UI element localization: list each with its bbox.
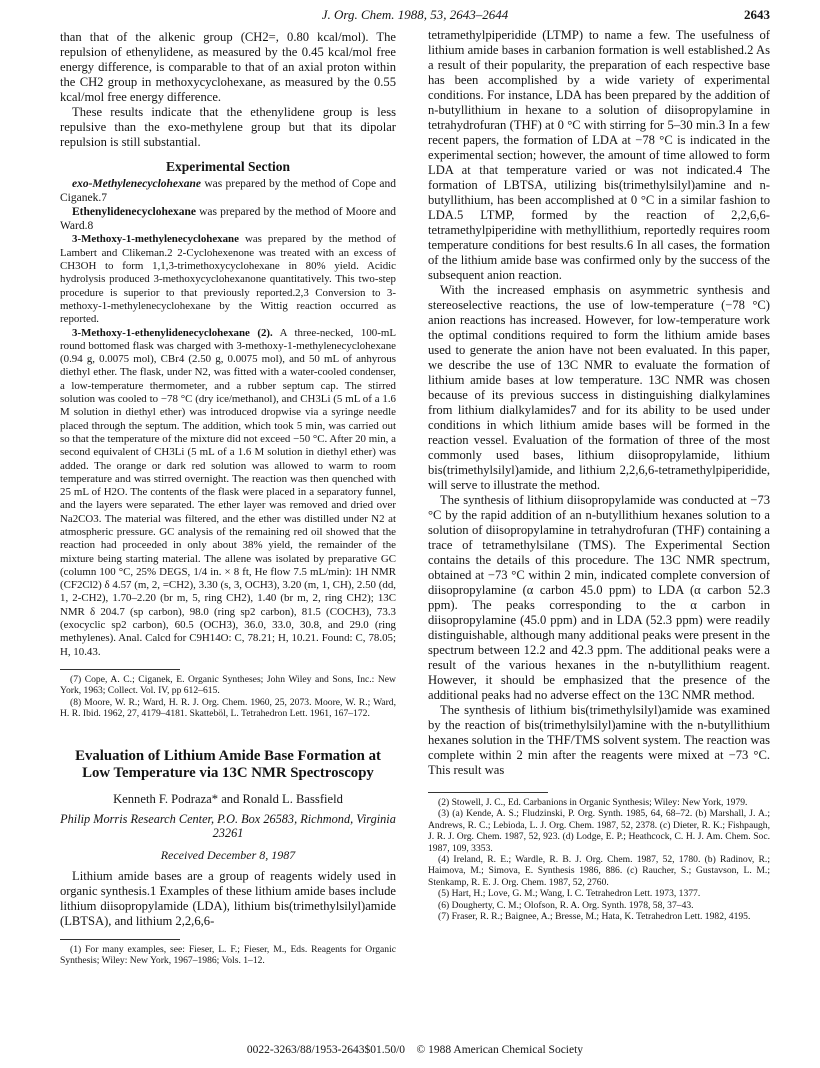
right-column (428, 28, 770, 922)
body-paragraph: The synthesis of lithium diisopropylamide was conducted at −73 °C by the rapid addition of an n-butyllithium hexanes solution to a solution of diisopropylamine in tetrahydrofuran (THF) containing a trace of tetramethylsilane (TMS). The Experimental Section contains the details of this procedure. The 13C NMR spectrum, obtained at −73 °C within 2 min, indicated complete conversion of diisopropylamine (α carbon 45.0 ppm) to LDA (α carbon 52.3 ppm). The peaks corresponding to the α carbon in diisopropylamine (45.0 ppm) and in LDA (52.3 ppm) were readily distinguishable, although many additional peaks were present in the spectrum between 12.2 and 42.3 ppm. The additional peaks were a result of the various hexanes in the n-butyllithium reagent. However, it should be emphasized that the presence of the additional peaks had no adverse effect on the 13C NMR method. (428, 493, 770, 702)
experimental-paragraph (60, 205, 396, 233)
compound-heading: 3-Methoxy-1-methylenecyclohexane (72, 233, 239, 246)
issn-code: 0022-3263/88/1953-2643$01.50/0 (246, 1044, 406, 1056)
authors: Kenneth F. Podraza* and Ronald L. Bassfield (113, 791, 343, 806)
compound-heading: exo-Methylenecyclohexane (72, 178, 202, 191)
volume-info: 1988, 53, 2643–2644 (397, 7, 509, 22)
footnote: (6) Dougherty, C. M.; Olofson, R. A. Org. Synth. 1978, 58, 37–43. (438, 899, 694, 911)
running-head (60, 7, 770, 23)
experimental-paragraph (60, 233, 396, 326)
experimental-text: A three-necked, 100-mL round bottomed flask was charged with 3-methoxy-1-methylenecyclohexane (0.94 g, 0.0075 mol), CBr4 (2.50 g, 0.0075 mol), and 50 mL of anhyrous diethyl ether. The flask, under N2, was fitted with a water-cooled condenser, a low-temperature thermometer, and a rubber septum cap. The stirred solution was cooled to −78 °C (dry ice/methanol), and CH3Li (5 mL of a 1.6 M solution in diethyl ether) was introduced dropwise via a syringe needle placed through the septum. The addition, which took 5 min, was carried out so that the temperature of the mixture did not exceed −50 °C. After 20 min, a second equivalent of CH3Li (5 mL of a 1.6 M solution in diethyl ether) was added. The orange or dark red solution was allowed to warm to room temperature and was stirred overnight. The reaction was then quenched with 25 mL of H2O. The contents of the flask were placed in a separatory funnel, and the layers were separated. The ether layer was removed and dried over Na2CO3. The material was filtered, and the ether was distilled under N2 at atmospheric pressure. GC analysis of the remaining red oil showed that the reaction had proceeded in only about 38% yield, the remainder of the mixture being starting material. The allene was isolated by preparative GC (column 100 °C, 25% DEGS, 1/4 in. × 8 ft, He flow 7.5 mL/min): 1H NMR (CF2Cl2) δ 4.57 (m, 2, =CH2), 3.30 (s, 3, OCH3), 3.20 (m, 1, CH), 2.50 (dd, 1, 2-CH2), 1.70–2.20 (br m, 5, ring CH2), 1.40 (br m, 2, ring CH2); 13C NMR δ 204.7 (sp carbon), 98.0 (ring sp2 carbon), 81.5 (COCH3), 73.3 (exocyclic sp2 carbon), 60.5 (OCH3), 36.0, 33.0, 30.8, and 29.0 (ring methylenes). Anal. Calcd for C9H14O: C, 78.21; H, 10.21. Found: C, 78.05; H, 10.43. (60, 326, 396, 658)
journal-name: J. Org. Chem. (321, 7, 395, 22)
footnote-rule (60, 669, 180, 670)
footnote-rule (60, 939, 180, 940)
page-number: 2643 (744, 7, 770, 22)
footnote-rule (428, 792, 548, 793)
body-paragraph: These results indicate that the ethenylidene group is less repulsive than the exo-methylene group but that its dipolar repulsion is still substantial. (60, 105, 396, 149)
received-date: Received December 8, 1987 (160, 847, 296, 862)
footnote: (7) Fraser, R. R.; Baignee, A.; Bresse, M.; Hata, K. Tetrahedron Lett. 1982, 4195. (438, 911, 751, 923)
article-title: Evaluation of Lithium Amide Base Formation at Low Temperature via 13C NMR Spectroscopy (75, 747, 381, 781)
left-column (60, 30, 396, 967)
experimental-text: was prepared by the method of Cope and Ciganek.7 (60, 178, 396, 205)
experimental-text: was prepared by the method of Lambert and Clikeman.2 2-Cyclohexenone was treated with an excess of CH3OH to form 1,1,3-trimethoxycyclohexane in 80% yield. Acidic hydrolysis produced 3-methoxycyclohexanone quantitatively. This two-step procedure is superior to that previously reported.2,3 Conversion to 3-methoxy-1-methylenecyclohexane by the Wittig reaction occurred as reported. (60, 233, 396, 326)
affiliation: Philip Morris Research Center, P.O. Box 26583, Richmond, Virginia 23261 (60, 811, 396, 841)
intro-paragraph: Lithium amide bases are a group of reagents widely used in organic synthesis.1 Examples of these lithium amide bases include lithium diisopropylamide (LDA), lithium bis(trimethylsilyl)amide (LBTSA), and lithium 2,2,6,6- (60, 868, 396, 928)
copyright: © 1988 American Chemical Society (416, 1044, 584, 1056)
footnote: (1) For many examples, see: Fieser, L. F.; Fieser, M., Eds. Reagents for Organic Synthesis; Wiley: New York, 1967–1986; Vols. 1–12. (60, 943, 396, 967)
footnote: (3) (a) Kende, A. S.; Fludzinski, P. Org. Synth. 1985, 64, 68–72. (b) Marshall, J. A.; Andrews, R. C.; Lebioda, L. J. Org. Chem. 1987, 52, 2378. (c) Dieter, R. K.; Fishpaugh, J. R. J. Org. Chem. 1987, 52, 923. (d) Lodge, E. P.; Heathcock, C. H. J. Am. Chem. Soc. 1987, 109, 3353. (428, 808, 770, 854)
body-paragraph: than that of the alkenic group (CH2=, 0.80 kcal/mol). The repulsion of ethenylidene, as measured by the 0.45 kcal/mol free energy difference, is comparable to that of an axial proton within the CH2 group in methoxycyclohexane, as measured by the 0.55 kcal/mol free energy difference. (60, 30, 396, 104)
experimental-paragraph (60, 327, 396, 659)
compound-heading: 3-Methoxy-1-ethenylidenecyclohexane (2). (72, 326, 273, 339)
footnote: (7) Cope, A. C.; Ciganek, E. Organic Syntheses; John Wiley and Sons, Inc.: New York, 1963; Collect. Vol. IV, pp 612–615. (60, 673, 396, 697)
compound-heading: Ethenylidenecyclohexane (72, 206, 196, 219)
footnote: (8) Moore, W. R.; Ward, H. R. J. Org. Chem. 1960, 25, 2073. Moore, W. R.; Ward, H. R. Ibid. 1962, 27, 4179–4181. Skatteböl, L. Tetrahedron Lett. 1961, 167–172. (60, 696, 396, 720)
footnote: (4) Ireland, R. E.; Wardle, R. B. J. Org. Chem. 1987, 52, 1780. (b) Radinov, R.; Haimova, M.; Simova, E. Synthesis 1986, 886. (c) Raucher, S.; Gustavson, L. M.; Stenkamp, R. E. J. Org. Chem. 1987, 52, 2760. (428, 854, 770, 888)
footnote: (2) Stowell, J. C., Ed. Carbanions in Organic Synthesis; Wiley: New York, 1979. (438, 797, 748, 808)
body-paragraph: The synthesis of lithium bis(trimethylsilyl)amide was examined by the reaction of bis(trimethylsilyl)amine with the n-butyllithium hexanes solution in the THF/TMS solvent system. The reaction was complete within 2 min after the reagents were mixed at −73 °C. This result was (428, 703, 770, 777)
body-paragraph: tetramethylpiperidide (LTMP) to name a few. The usefulness of lithium amide bases in carbanion formation is well established.2 As a result of their popularity, the preparation of each respective base has been accomplished by a wide variety of experimental conditions. For instance, LDA has been prepared by the addition of n-butyllithium in hexane to a solution of diisopropylamine in tetrahydrofuran (THF) at 0 °C with stirring for 5–30 min.3 In a few recent papers, the formation of LDA at −78 °C is indicated in the experimental section; however, the amount of time allowed to form LDA at that temperature varied or was not indicated.4 The formation of LBTSA, utilizing bis(trimethylsilyl)amine and n-butyllithium, has been accomplished at 0 °C in a similar fashion to LDA.5 LTMP, formed by the reaction of 2,2,6,6-tetramethylpiperidine with methyllithium, reportedly requires room temperature conditions for best results.6 In all cases, the formation of the lithium amide base was confirmed only by the success of the subsequent anion reaction. (428, 28, 770, 282)
experimental-paragraph (60, 177, 396, 205)
page-footer (60, 1044, 770, 1056)
body-paragraph: With the increased emphasis on asymmetric synthesis and stereoselective reactions, the use of low-temperature (−78 °C) anion reactions has increased. However, for low-temperature work the optimal conditions required to form the lithium amide bases used to generate the anion have not been evaluated. In this paper, we describe the use of 13C NMR to evaluate the formation of lithium amide bases at low temperature. 13C NMR was chosen because of its previous success in distinguishing dialkylamines from lithium dialkylamides7 and for its ability to be used under conditions in which lithium amide bases will be formed in the reaction vessel. Evaluation of the formation of three of the most commonly used bases, lithium diisopropylamide, lithium bis(trimethylsilyl)amide, and lithium 2,2,6,6-tetramethylpiperidide, will serve to illustrate the method. (428, 283, 770, 492)
section-heading: Experimental Section (165, 159, 291, 174)
experimental-text: was prepared by the method of Moore and Ward.8 (60, 206, 396, 233)
footnote: (5) Hart, H.; Love, G. M.; Wang, I. C. Tetrahedron Lett. 1973, 1377. (438, 888, 701, 900)
